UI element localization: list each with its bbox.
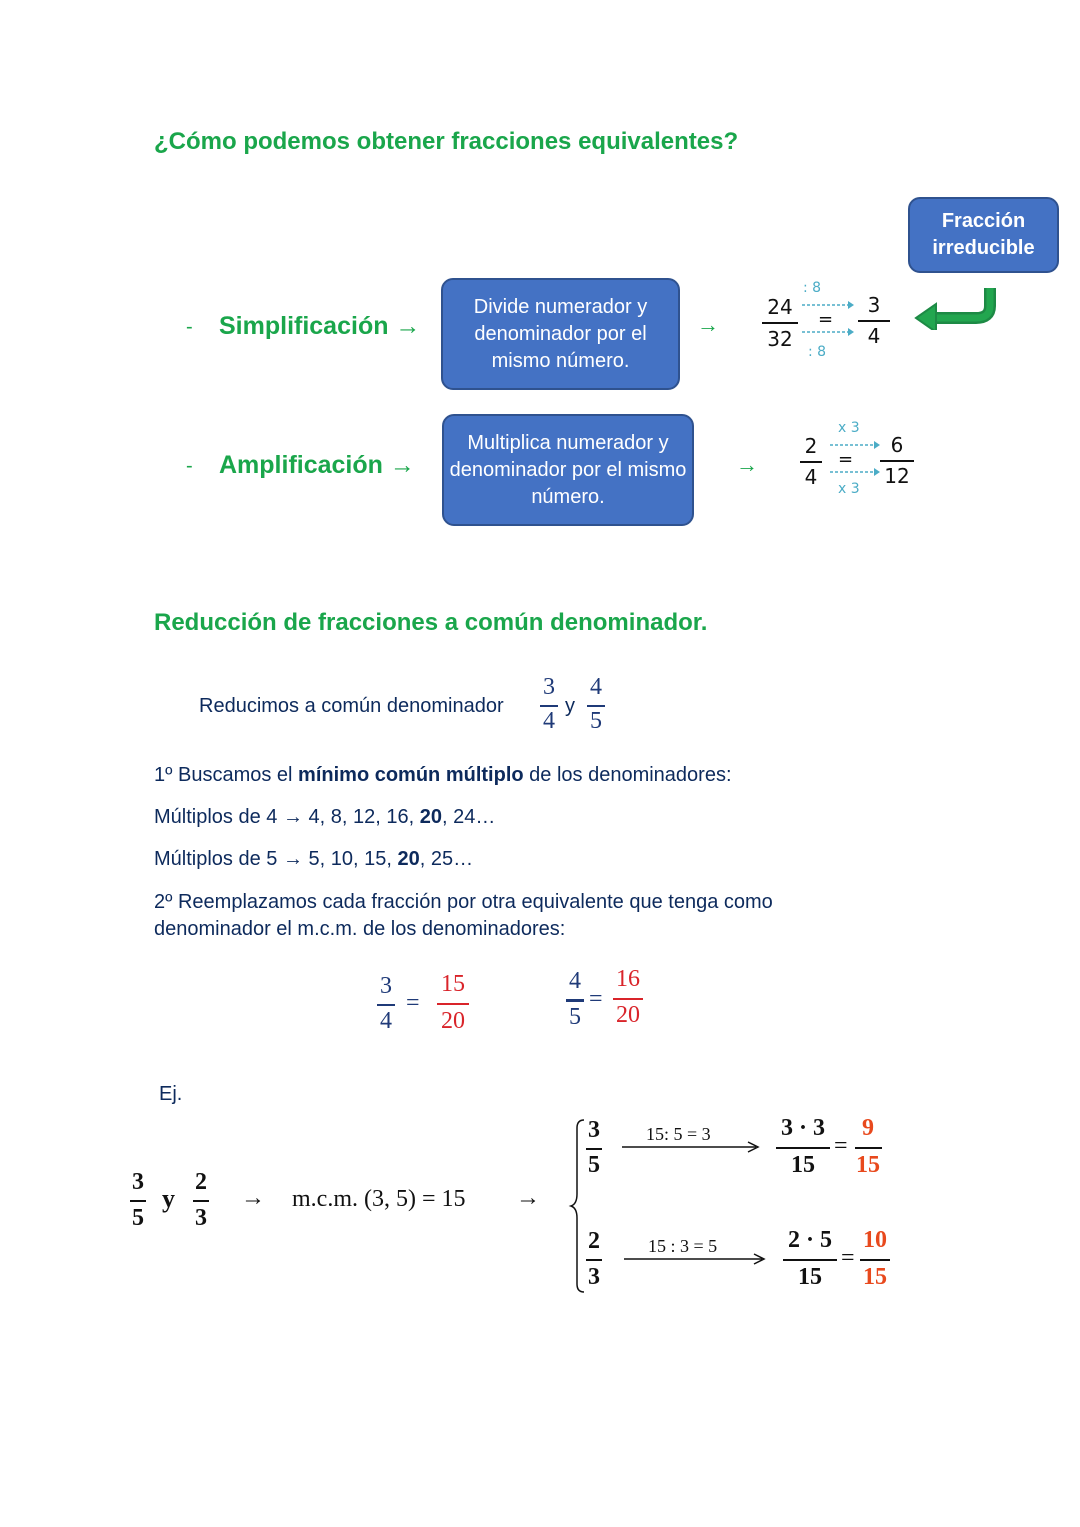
fraction-bar — [613, 998, 643, 1000]
fraction-bar — [540, 705, 558, 707]
example-label: Ej. — [159, 1083, 183, 1105]
fraction-denominator: 15 — [856, 1152, 880, 1178]
fraction-bar — [762, 322, 798, 324]
equals-sign: = — [406, 990, 420, 1016]
fraction-numerator: 24 — [767, 295, 793, 319]
fraction-denominator: 4 — [867, 324, 881, 348]
section-title-comun-denominador: Reducción de fracciones a común denominador. — [154, 609, 708, 636]
fraction-numerator: 2 — [804, 434, 818, 458]
fraction-bar — [587, 705, 605, 707]
fraction-bar — [880, 460, 914, 462]
fraction-denominator: 12 — [884, 464, 910, 488]
long-arrow-icon — [624, 1252, 768, 1266]
fraction-numerator: 2 · 5 — [787, 1227, 832, 1253]
fraction-numerator: 6 — [890, 433, 904, 457]
fraction-bar — [566, 999, 584, 1002]
right-arrow-icon: → — [241, 1185, 265, 1211]
fraction-denominator: 15 — [791, 1152, 815, 1178]
fraction-bar — [858, 320, 890, 322]
op-label-bottom: : 8 — [808, 344, 827, 360]
fraction-numerator: 4 — [590, 674, 602, 700]
fraction-denominator: 20 — [441, 1008, 465, 1034]
fraction-numerator: 4 — [569, 968, 581, 994]
right-arrow-icon: → — [516, 1185, 540, 1211]
step1-text — [154, 764, 732, 787]
fraction-denominator: 4 — [804, 465, 818, 489]
amplificacion-box: Multiplica numerador y denominador por el mismo número. — [442, 414, 694, 526]
multiplos-5 — [154, 848, 473, 871]
multiplos-4-prefix: Múltiplos de 4 → 4, 8, 12, 16, — [154, 806, 420, 828]
operation-label: 15 : 3 = 5 — [648, 1236, 718, 1256]
equals-sign: = — [838, 449, 854, 470]
fraction-bar — [130, 1200, 146, 1202]
fraction-numerator: 3 — [543, 674, 555, 700]
fraction-numerator: 3 · 3 — [780, 1115, 825, 1141]
fraction-bar — [860, 1259, 890, 1261]
fraction-numerator: 2 — [195, 1169, 207, 1195]
fraction-numerator: 2 — [588, 1228, 600, 1254]
fraction-denominator: 15 — [798, 1264, 822, 1290]
long-arrow-icon — [622, 1140, 762, 1154]
dashed-arrows-icon — [828, 438, 884, 478]
fraction-bar — [586, 1259, 602, 1261]
fraction-numerator: 16 — [616, 966, 640, 992]
multiplos-5-suffix: , 25… — [419, 848, 474, 870]
fraction-bar — [800, 461, 822, 463]
fraction-denominator: 32 — [767, 327, 793, 351]
bullet: - — [186, 316, 193, 338]
op-label-bottom: x 3 — [838, 481, 860, 497]
op-label-top: : 8 — [803, 280, 822, 296]
step1-prefix: 1º Buscamos el — [154, 764, 299, 786]
fraction-denominator: 20 — [616, 1002, 640, 1028]
operation-label: 15: 5 = 3 — [646, 1124, 711, 1144]
equals-sign: = — [834, 1133, 848, 1159]
step1-suffix: de los denominadores: — [523, 764, 732, 786]
fraction-bar — [437, 1003, 469, 1005]
reducimos-text: Reducimos a común denominador — [199, 695, 504, 717]
section-title-equivalentes: ¿Cómo podemos obtener fracciones equivalentes? — [154, 128, 739, 155]
multiplos-4-suffix: , 24… — [441, 806, 496, 828]
fraction-denominator: 5 — [590, 708, 602, 734]
equals-sign: = — [818, 309, 834, 330]
fraction-bar — [586, 1148, 602, 1150]
fraction-denominator: 5 — [132, 1205, 144, 1231]
simplificacion-box: Divide numerador y denominador por el mismo número. — [441, 278, 680, 390]
step1-bold: mínimo común múltiplo — [298, 764, 524, 786]
step2-line1: 2º Reemplazamos cada fracción por otra equivalente que tenga como — [154, 891, 773, 913]
arrow-icon: → — [736, 452, 758, 477]
multiplos-5-bold: 20 — [397, 848, 420, 870]
simplificacion-label: Simplificación → — [219, 312, 421, 340]
fraction-numerator: 3 — [132, 1169, 144, 1195]
equals-sign: = — [841, 1245, 855, 1271]
fraction-numerator: 3 — [588, 1117, 600, 1143]
fraction-bar — [776, 1147, 830, 1149]
step2-line2: denominador el m.c.m. de los denominadores: — [154, 918, 566, 940]
fraction-denominator: 5 — [569, 1004, 581, 1030]
arrow-icon: → — [697, 312, 719, 337]
multiplos-4-bold: 20 — [419, 806, 442, 828]
fraction-numerator: 10 — [863, 1227, 887, 1253]
fraction-numerator: 15 — [441, 971, 465, 997]
fraction-numerator: 9 — [862, 1115, 874, 1141]
fraction-denominator: 4 — [380, 1008, 392, 1034]
step2-text — [154, 889, 773, 943]
fraction-denominator: 15 — [863, 1264, 887, 1290]
fraction-bar — [193, 1200, 209, 1202]
fraction-bar — [377, 1004, 395, 1006]
return-arrow-icon — [912, 284, 1002, 330]
op-label-top: x 3 — [838, 420, 860, 436]
fraction-bar — [783, 1259, 837, 1261]
equals-sign: = — [589, 986, 603, 1012]
mcm-text: m.c.m. (3, 5) = 15 — [292, 1186, 466, 1212]
multiplos-4 — [154, 806, 495, 829]
y-conjunction: y — [565, 695, 575, 717]
fraction-numerator: 3 — [380, 973, 392, 999]
fraction-denominator: 4 — [543, 708, 555, 734]
multiplos-5-prefix: Múltiplos de 5 → 5, 10, 15, — [154, 848, 398, 870]
fraction-denominator: 3 — [195, 1205, 207, 1231]
fraction-denominator: 3 — [588, 1264, 600, 1290]
bullet: - — [186, 455, 193, 477]
fraccion-irreducible-box: Fracción irreducible — [908, 197, 1059, 273]
fraction-denominator: 5 — [588, 1152, 600, 1178]
amplificacion-label: Amplificación → — [219, 451, 415, 479]
fraction-bar — [855, 1147, 882, 1149]
y-conjunction: y — [162, 1184, 175, 1213]
fraction-numerator: 3 — [867, 293, 881, 317]
